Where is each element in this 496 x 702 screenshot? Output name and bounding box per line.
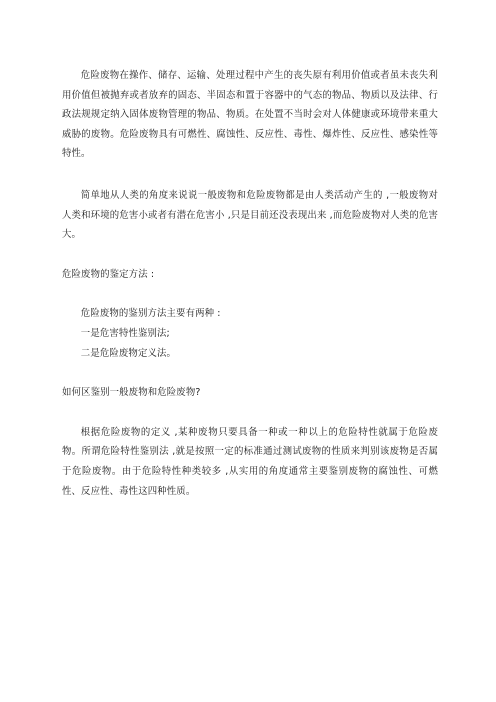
list-item-definition-method: 二是危险废物定义法。 [80, 347, 177, 359]
paragraph-comparison: 简单地从人类的角度来说说一般废物和危险废物都是由人类活动产生的 ,一般废物对人类和环境的危害小或者有潜在危害小 ,只是目前还没表现出来 ,而危险废物对人类的危害大。 [62, 189, 438, 241]
section-heading-how-to-distinguish: 如何区鉴别一般废物和危险废物? [62, 387, 201, 399]
spacer [62, 245, 438, 265]
list-item-hazard-method: 一是危害特性鉴别法; [80, 327, 170, 339]
paragraph-hazard-characteristics: 根据危险废物的定义 ,某种废物只要具备一种或一种以上的危险特性就属于危险废物。所谓危险特性鉴别法 ,就是按照一定的标准通过测试废物的性质来判别该废物是否属于危险废物。由于危险特性种类较多 ,从实用的角度通常主要鉴别废物的腐蚀性、可燃性、反应性、毒性这四种性质。 [62, 426, 438, 497]
spacer [62, 403, 438, 423]
spacer [62, 284, 438, 304]
list-intro: 危险废物的鉴别方法主要有两种 : [80, 308, 221, 320]
spacer [62, 164, 438, 186]
paragraph-definition: 危险废物在操作、储存、运输、处理过程中产生的丧失原有利用价值或者虽未丧失利用价值但被抛弃或者放弃的固态、半固态和置于容器中的气态的物品、物质以及法律、行政法规规定纳入固体废物管理的物品、物质。在处置不当时会对人体健康或环境带来重大威胁的废物。危险废物具有可燃性、腐蚀性、反应性、毒性、爆炸性、反应性、感染性等特性。 [62, 70, 438, 160]
section-heading-identification-methods: 危险废物的鉴定方法 : [62, 268, 155, 280]
document-body [62, 66, 438, 501]
spacer [62, 363, 438, 383]
